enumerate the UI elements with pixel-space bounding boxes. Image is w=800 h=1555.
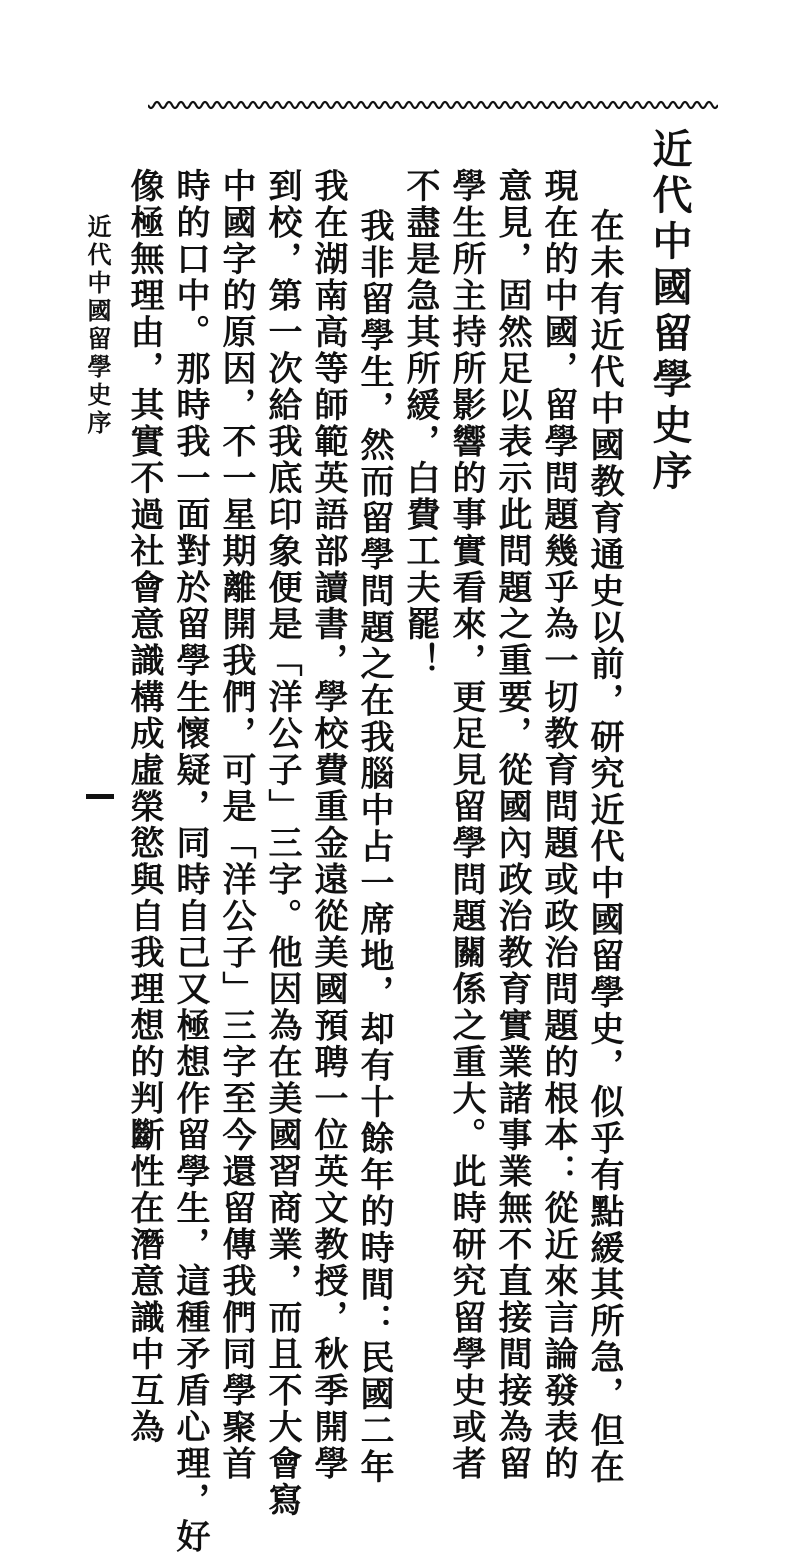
running-footer-section: 序 [83, 410, 112, 438]
paragraph1-line-1: 在未有近代中國教育通史以前，研究近代中國留學史，似乎有點緩其所急，但在 [584, 208, 624, 1486]
page-number-mark [86, 794, 114, 799]
paragraph1-line-4: 學生所主持所影響的事實看來，更足見留學問題關係之重大。此時研究留學史或者 [446, 168, 486, 1482]
running-footer-book-title: 近代中國留學史 [83, 214, 112, 410]
chapter-title: 近代中國留學史序 [646, 128, 693, 496]
paragraph2-line-4: 中國字的原因，不一星期離開我們，可是「洋公子」三字至今還留傳我們同學聚首 [216, 168, 256, 1482]
paragraph1-line-2: 現在的中國，留學問題幾乎為一切教育問題或政治問題的根本：從近來言論發表的 [538, 168, 578, 1482]
paragraph1-line-3: 意見，固然足以表示此問題之重要，從國內政治教育實業諸事業無不直接間接為留 [492, 168, 532, 1482]
paragraph2-line-3: 到校，第一次給我底印象便是「洋公子」三字。他因為在美國習商業，而且不大會寫 [262, 168, 302, 1519]
paragraph1-line-5: 不盡是急其所緩，白費工夫罷！ [400, 168, 440, 679]
paragraph2-line-5: 時的口中。那時我一面對於留學生懷疑，同時自己又極想作留學生，這種矛盾心理，好 [170, 168, 210, 1555]
paragraph2-line-1: 我非留學生，然而留學問題之在我腦中占一席地，却有十餘年的時間：民國二年 [354, 208, 394, 1486]
decorative-wavy-rule [148, 95, 718, 115]
paragraph2-line-2: 我在湖南高等師範英語部讀書，學校費重金遠從美國預聘一位英文教授，秋季開學 [308, 168, 348, 1482]
paragraph2-line-6: 像極無理由，其實不過社會意識構成虛榮慾與自我理想的判斷性在潛意識中互為 [124, 168, 164, 1446]
page-number [86, 794, 87, 795]
